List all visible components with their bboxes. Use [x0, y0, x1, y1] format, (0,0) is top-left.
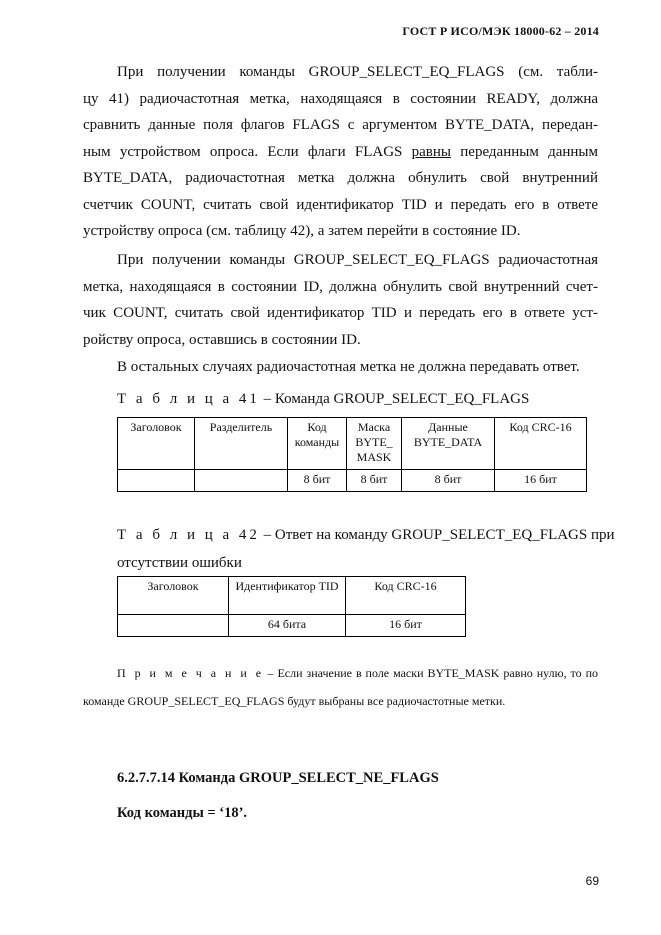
caption-line [117, 521, 615, 549]
paragraph-3 [83, 354, 598, 381]
page-number: 69 [585, 874, 599, 888]
paragraph-1 [83, 59, 598, 245]
document-header: ГОСТ Р ИСО/МЭК 18000-62 – 2014 [402, 24, 599, 38]
table-cell: 8 бит [288, 470, 347, 492]
text-line: метка, находящаяся в состоянии ID, должна обнулить свой внутренний счет- [83, 278, 598, 295]
table-header-cell: Код CRC-16 [495, 418, 587, 470]
table-header-cell: Данные BYTE_DATA [402, 418, 495, 470]
table-header-cell: Код команды [288, 418, 347, 470]
section-heading: 6.2.7.7.14 Команда GROUP_SELECT_NE_FLAGS [117, 770, 439, 786]
table-caption-text: – Команда GROUP_SELECT_EQ_FLAGS [263, 391, 530, 407]
text-fragment: переданным данным [460, 143, 598, 160]
table-header-cell: Заголовок [118, 418, 195, 470]
table-cell: 8 бит [402, 470, 495, 492]
note-text: – Если значение в поле маски BYTE_MASK равно нулю, то по [267, 666, 598, 680]
text-line: При получении команды GROUP_SELECT_EQ_FLAGS радиочастотная [117, 252, 598, 268]
text-line: устройству опроса (см. таблицу 42), а затем перейти в состояние ID. [83, 223, 521, 239]
text-line: сравнить данные поля флагов FLAGS с аргументом BYTE_DATA, передан- [83, 117, 598, 133]
table-cell: 64 бита [229, 615, 346, 637]
underlined-word: равны [411, 143, 451, 160]
note-line [83, 659, 598, 687]
note [83, 659, 598, 715]
table-cell: 16 бит [495, 470, 587, 492]
text-line: чик COUNT, считать свой идентификатор TID и передать его в ответе уст- [83, 305, 598, 321]
table-cell [195, 470, 288, 492]
table-cell: 16 бит [346, 615, 466, 637]
table-41 [117, 417, 587, 492]
table-cell [118, 615, 229, 637]
table-header-cell: Маска BYTE_ MASK [347, 418, 402, 470]
text-line: счетчик COUNT, считать свой идентификатор TID и передать его в ответе [83, 196, 598, 213]
text-line: BYTE_DATA, радиочастотная метка должна обнулить свой внутренний [83, 170, 598, 186]
table-cell [118, 470, 195, 492]
note-line: команде GROUP_SELECT_EQ_FLAGS будут выбраны все радиочастотные метки. [83, 694, 506, 708]
table-header-cell: Разделитель [195, 418, 288, 470]
text-fragment: ным устройством опроса. Если флаги FLAGS [83, 143, 403, 160]
table-caption-label: Т а б л и ц а 41 [117, 391, 260, 407]
table-header-cell: Код CRC-16 [346, 577, 466, 615]
table-caption-text: – Ответ на команду GROUP_SELECT_EQ_FLAGS при [263, 527, 615, 543]
table-header-cell: Идентификатор TID [229, 577, 346, 615]
text-line: При получении команды GROUP_SELECT_EQ_FLAGS (см. табли- [117, 64, 598, 80]
table-42 [117, 576, 466, 637]
caption-line: отсутствии ошибки [117, 555, 242, 571]
table-41-caption [117, 391, 529, 408]
table-caption-label: Т а б л и ц а 42 [117, 527, 260, 543]
table-cell: 8 бит [347, 470, 402, 492]
text-line: цу 41) радиочастотная метка, находящаяся в состоянии READY, должна [83, 90, 598, 107]
table-42-caption [117, 521, 615, 577]
command-code: Код команды = ‘18’. [117, 805, 248, 821]
table-header-cell: Заголовок [118, 577, 229, 615]
note-label: П р и м е ч а н и е [117, 666, 264, 680]
text-line: ройству опроса, оставшись в состоянии ID. [83, 331, 361, 348]
text-line [83, 139, 598, 166]
text-line: В остальных случаях радиочастотная метка не должна передавать ответ. [117, 359, 580, 375]
paragraph-2 [83, 247, 598, 353]
